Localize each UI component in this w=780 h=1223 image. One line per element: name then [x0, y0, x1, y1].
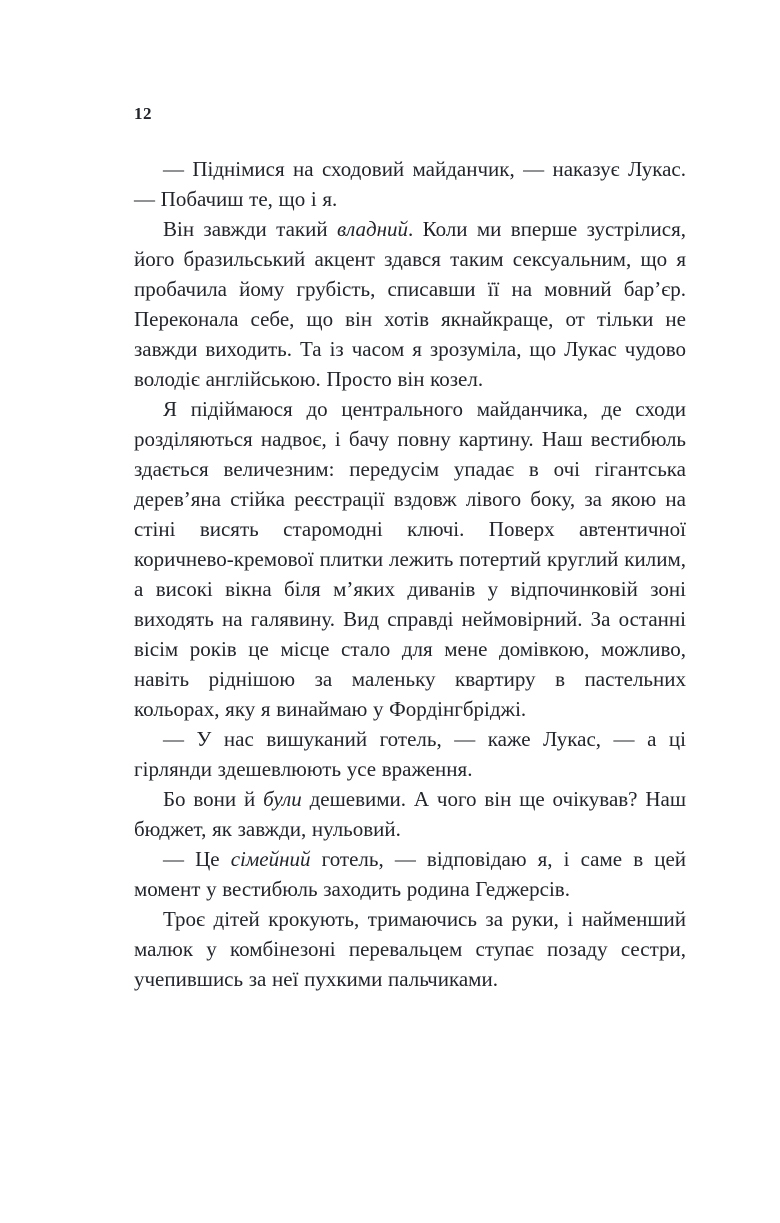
paragraph	[134, 214, 686, 394]
page-number: 12	[134, 104, 152, 123]
paragraph	[134, 154, 686, 214]
page-text	[134, 154, 686, 994]
paragraph	[134, 784, 686, 844]
text-segment: . Коли ми вперше зустрілися, його бразильський акцент здався таким сексуальним, що я пробачила йому грубість, списавши її на мовний бар’єр. Переконала себе, що він хотів якнайкраще, от тільки не завжди виходить. Та із часом я зрозуміла, що Лукас чудово володіє англійською. Просто він козел.	[134, 217, 686, 391]
text-segment: були	[263, 787, 302, 811]
paragraph	[134, 724, 686, 784]
text-segment: — Це	[163, 847, 231, 871]
text-segment: готель, — відповідаю я, і саме в цей момент у вестибюль заходить родина Геджерсів.	[134, 847, 687, 901]
text-segment: Троє дітей крокують, тримаючись за руки, і найменший малюк у комбінезоні перевальцем ступає позаду сестри, учепившись за неї пухкими пальчиками.	[134, 907, 686, 991]
text-segment: Він завжди такий	[163, 217, 337, 241]
text-column	[134, 104, 686, 994]
text-segment: — У нас вишуканий готель, — каже Лукас, — а ці гірлянди здешевлюють усе враження.	[134, 727, 686, 781]
text-segment: — Піднімися на сходовий майданчик, — наказує Лукас. — Побачиш те, що і я.	[134, 157, 686, 211]
text-segment: дешевими. А чого він ще очікував? Наш бюджет, як завжди, нульовий.	[134, 787, 686, 841]
text-segment: владний	[336, 217, 409, 241]
paragraph	[134, 394, 686, 724]
paragraph	[134, 904, 686, 994]
text-segment: Бо вони й	[163, 787, 264, 811]
paragraph	[134, 844, 686, 904]
text-segment: сімейний	[230, 847, 311, 871]
text-segment: Я підіймаюся до центрального майданчика, де сходи розділяються надвоє, і бачу повну картину. Наш вестибюль здається величезним: передусім упадає в очі гігантська дерев’яна стійка реєстрації вздовж лівого боку, за якою на стіні висять старомодні ключі. Поверх автентичної коричнево-кремової плитки лежить потертий круглий килим, а високі вікна біля м’яких диванів у відпочинковій зоні виходять на галявину. Вид справді неймовірний. За останні вісім років це місце стало для мене домівкою, можливо, навіть ріднішою за маленьку квартиру в пастельних кольорах, яку я винаймаю у Фордінгбріджі.	[134, 397, 686, 721]
